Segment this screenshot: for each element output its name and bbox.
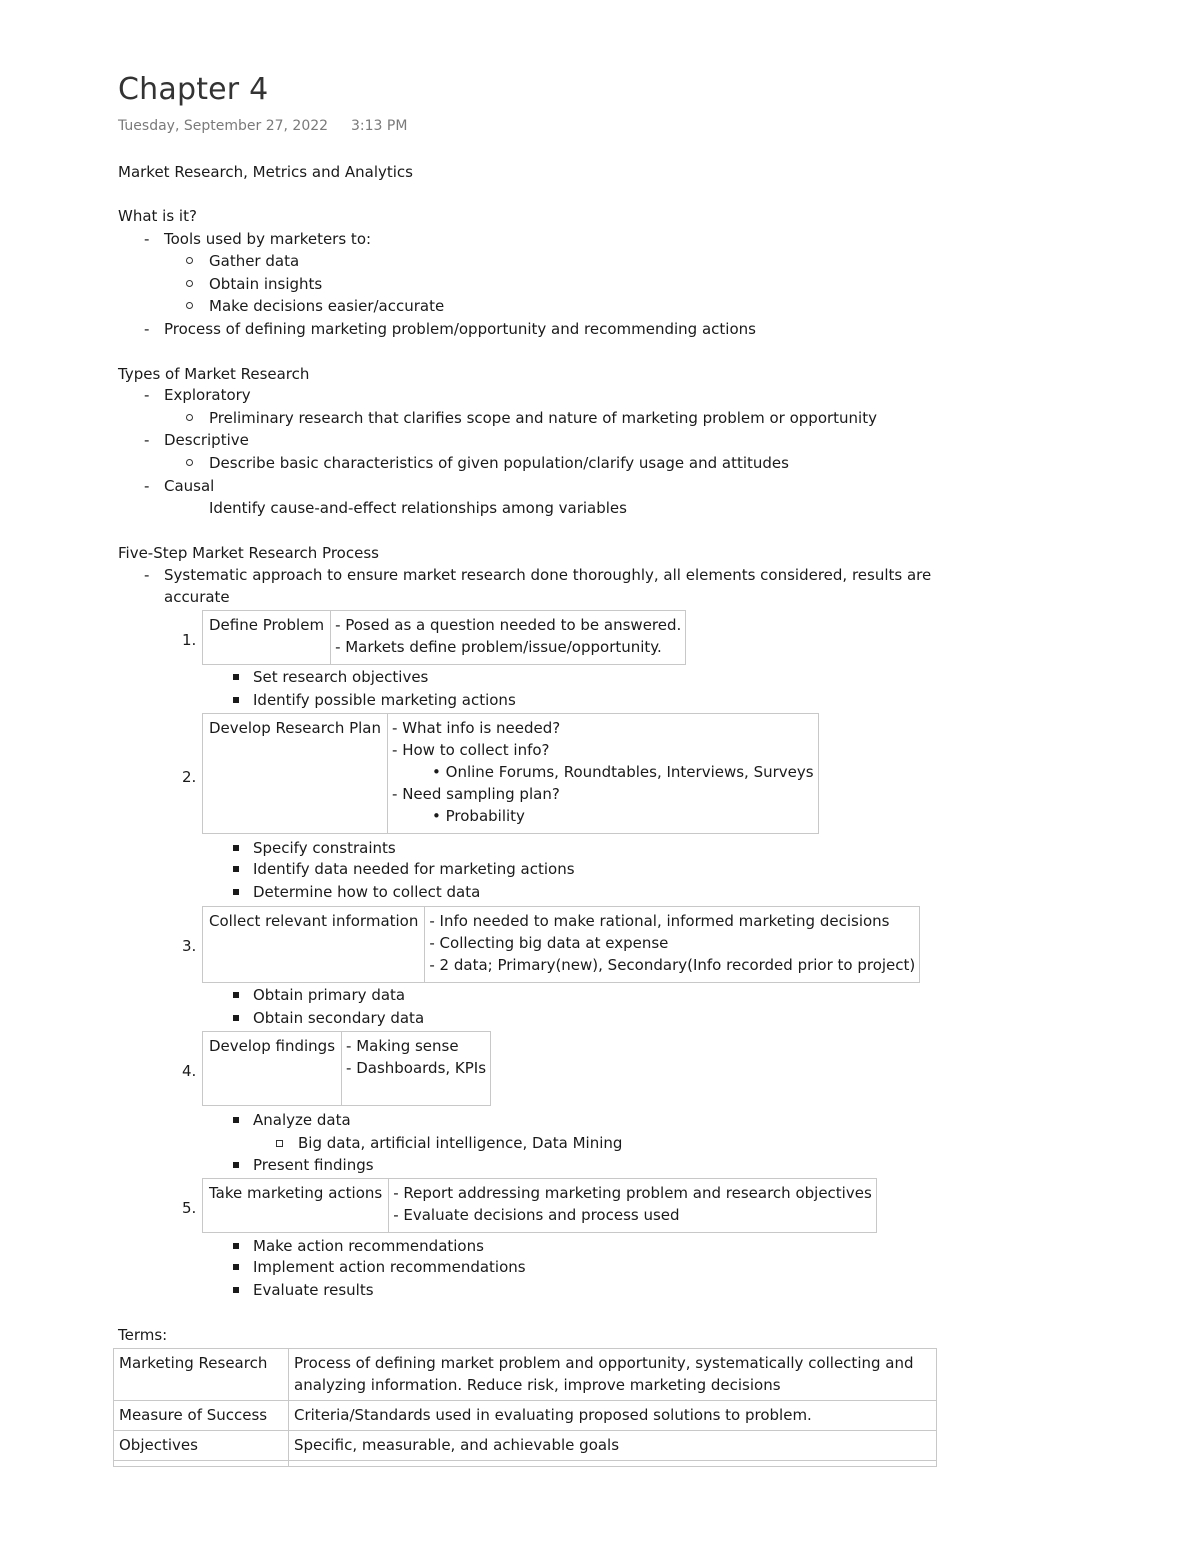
list-item: Preliminary research that clarifies scope and nature of marketing problem or opportunity (209, 409, 877, 427)
step-detail-line: • Probability (432, 807, 525, 825)
table-row (114, 1401, 937, 1431)
step-name-cell (203, 714, 388, 834)
step-detail-cell (389, 1179, 877, 1233)
section-heading-market-research: Market Research, Metrics and Analytics (118, 163, 413, 181)
list-item: Describe basic characteristics of given population/clarify usage and attitudes (209, 454, 789, 472)
step-name: Collect relevant information (209, 912, 419, 930)
step-name-cell (203, 1179, 389, 1233)
step-detail-cell (425, 907, 920, 983)
list-item: Systematic approach to ensure market research done thoroughly, all elements considered, results are (164, 566, 932, 584)
step-detail-cell (388, 714, 819, 834)
circle-bullet-icon (186, 280, 193, 287)
square-bullet-icon (233, 1015, 239, 1021)
definition-cell: Criteria/Standards used in evaluating proposed solutions to problem. (289, 1401, 937, 1431)
list-item: Present findings (253, 1156, 374, 1174)
step-number: 5. (182, 1199, 197, 1217)
step-detail-cell (331, 611, 686, 665)
dash-bullet: - (144, 477, 150, 495)
square-bullet-icon (233, 889, 239, 895)
list-item: Determine how to collect data (253, 883, 481, 901)
definition-cell: Specific, measurable, and achievable goals (289, 1431, 937, 1461)
list-item: Tools used by marketers to: (164, 230, 372, 248)
step-detail-line: - Report addressing marketing problem and research objectives (393, 1184, 872, 1202)
step-detail-line: - 2 data; Primary(new), Secondary(Info recorded prior to project) (429, 956, 916, 974)
hollow-square-bullet-icon (276, 1140, 283, 1147)
page-time: 3:13 PM (351, 118, 408, 134)
term-cell (114, 1461, 289, 1467)
table-row (114, 1461, 937, 1467)
step-detail-cell (342, 1032, 491, 1106)
list-item: Implement action recommendations (253, 1258, 526, 1276)
term-cell: Marketing Research (114, 1349, 289, 1401)
section-heading-terms: Terms: (118, 1326, 168, 1344)
step-detail-line: - Making sense (346, 1037, 459, 1055)
section-heading-five-step: Five-Step Market Research Process (118, 544, 379, 562)
table-row (114, 1349, 937, 1401)
list-item: Obtain secondary data (253, 1009, 425, 1027)
step-name-cell (203, 1032, 342, 1106)
list-item: Identify possible marketing actions (253, 691, 516, 709)
list-item: Make decisions easier/accurate (209, 297, 445, 315)
dash-bullet: - (144, 320, 150, 338)
step-detail-line: - Posed as a question needed to be answered. (335, 616, 682, 634)
circle-bullet-icon (186, 414, 193, 421)
square-bullet-icon (233, 1287, 239, 1293)
step-detail-line: - Info needed to make rational, informed marketing decisions (429, 912, 890, 930)
step-name-cell (203, 907, 425, 983)
list-item: Obtain insights (209, 275, 323, 293)
list-item: Specify constraints (253, 839, 396, 857)
list-item: Identify data needed for marketing actions (253, 860, 575, 878)
step-table (202, 610, 686, 665)
list-item: Analyze data (253, 1111, 351, 1129)
definition-cell: Process of defining market problem and opportunity, systematically collecting and analyzing information. Reduce risk, improve marketing decisions (289, 1349, 937, 1401)
list-item-continuation: accurate (164, 588, 230, 606)
step-number: 2. (182, 768, 197, 786)
section-heading-types: Types of Market Research (118, 365, 310, 383)
dash-bullet: - (144, 230, 150, 248)
list-item: Set research objectives (253, 668, 429, 686)
circle-bullet-icon (186, 257, 193, 264)
step-table (202, 713, 819, 834)
step-name: Develop Research Plan (209, 719, 382, 737)
step-name: Develop findings (209, 1037, 336, 1055)
dash-bullet: - (144, 386, 150, 404)
step-detail-line: - Collecting big data at expense (429, 934, 669, 952)
list-item: Descriptive (164, 431, 249, 449)
square-bullet-icon (233, 845, 239, 851)
step-detail-line: - Markets define problem/issue/opportunity. (335, 638, 662, 656)
dash-bullet: - (144, 431, 150, 449)
step-table (202, 1178, 877, 1233)
list-item: Big data, artificial intelligence, Data Mining (298, 1134, 623, 1152)
list-item: Evaluate results (253, 1281, 374, 1299)
square-bullet-icon (233, 697, 239, 703)
square-bullet-icon (233, 1117, 239, 1123)
square-bullet-icon (233, 866, 239, 872)
definition-cell (289, 1461, 937, 1467)
step-detail-line: - Dashboards, KPIs (346, 1059, 487, 1077)
square-bullet-icon (233, 1162, 239, 1168)
list-item: Obtain primary data (253, 986, 406, 1004)
list-item: Make action recommendations (253, 1237, 484, 1255)
step-detail-line: • Online Forums, Roundtables, Interviews, Surveys (432, 763, 814, 781)
list-item: Exploratory (164, 386, 251, 404)
term-cell: Measure of Success (114, 1401, 289, 1431)
list-item: Causal (164, 477, 215, 495)
square-bullet-icon (233, 992, 239, 998)
page-title: Chapter 4 (118, 72, 269, 107)
step-detail-line: - What info is needed? (392, 719, 561, 737)
square-bullet-icon (233, 1243, 239, 1249)
page-date: Tuesday, September 27, 2022 (118, 118, 329, 134)
step-number: 3. (182, 937, 197, 955)
step-name: Take marketing actions (209, 1184, 383, 1202)
step-detail-line: - How to collect info? (392, 741, 550, 759)
dash-bullet: - (144, 566, 150, 584)
circle-bullet-icon (186, 302, 193, 309)
square-bullet-icon (233, 674, 239, 680)
step-number: 1. (182, 631, 197, 649)
square-bullet-icon (233, 1264, 239, 1270)
list-item: Process of defining marketing problem/opportunity and recommending actions (164, 320, 756, 338)
step-detail-line: - Evaluate decisions and process used (393, 1206, 680, 1224)
circle-bullet-icon (186, 459, 193, 466)
section-heading-what-is-it: What is it? (118, 207, 197, 225)
step-number: 4. (182, 1062, 197, 1080)
step-table (202, 1031, 491, 1106)
step-table (202, 906, 920, 983)
list-item: Identify cause-and-effect relationships among variables (209, 499, 627, 517)
terms-table (113, 1348, 937, 1467)
list-item: Gather data (209, 252, 300, 270)
step-name: Define Problem (209, 616, 325, 634)
term-cell: Objectives (114, 1431, 289, 1461)
table-row (114, 1431, 937, 1461)
step-name-cell (203, 611, 331, 665)
step-detail-line: - Need sampling plan? (392, 785, 560, 803)
